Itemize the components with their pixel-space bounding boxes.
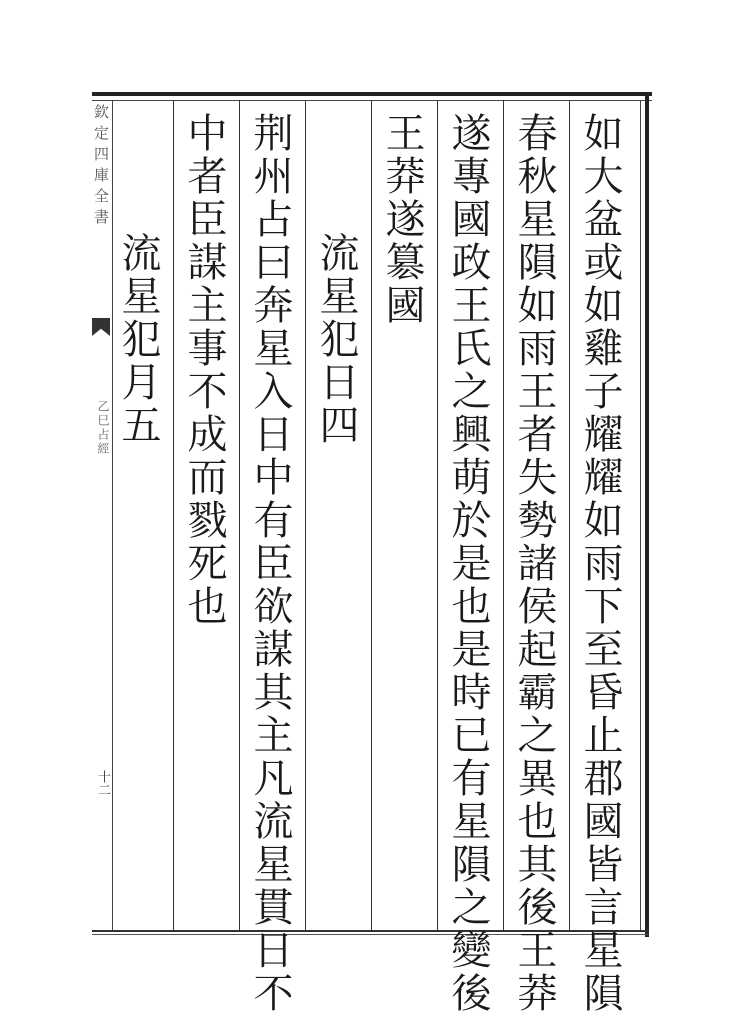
column-divider	[371, 100, 372, 930]
page-frame-top	[92, 92, 652, 96]
text-column-7: 中者臣謀主事不成而戮死也	[181, 112, 227, 628]
column-divider	[305, 100, 306, 930]
section-heading-5: 流星犯月五	[115, 232, 161, 447]
text-column-3: 遂專國政王氏之興萌於是也是時已有星隕之變後	[445, 112, 491, 1015]
margin-divider	[112, 100, 113, 930]
text-column-6: 荆州占曰奔星入日中有臣欲謀其主凡流星貫日不	[247, 112, 293, 1015]
page-frame-bottom-inner	[92, 934, 649, 935]
column-divider	[173, 100, 174, 930]
page-frame-right-inner	[640, 100, 641, 930]
text-column-2: 春秋星隕如雨王者失勢諸侯起霸之異也其後王莽	[511, 112, 557, 1015]
page-frame-bottom	[92, 930, 649, 932]
column-divider	[239, 100, 240, 930]
page-number: 十二	[95, 770, 110, 796]
section-heading-4: 流星犯日四	[313, 232, 359, 447]
column-divider	[503, 100, 504, 930]
series-title: 欽定四庫全書	[92, 104, 110, 230]
book-name: 乙巳占經	[96, 400, 110, 456]
text-column-4: 王莽遂簒國	[379, 112, 425, 327]
column-divider	[437, 100, 438, 930]
column-divider	[569, 100, 570, 930]
page-frame-top-inner	[92, 100, 652, 101]
page-frame-right	[645, 92, 649, 937]
text-column-1: 如大盆或如雞子耀耀如雨下至昏止郡國皆言星隕	[577, 112, 623, 1015]
